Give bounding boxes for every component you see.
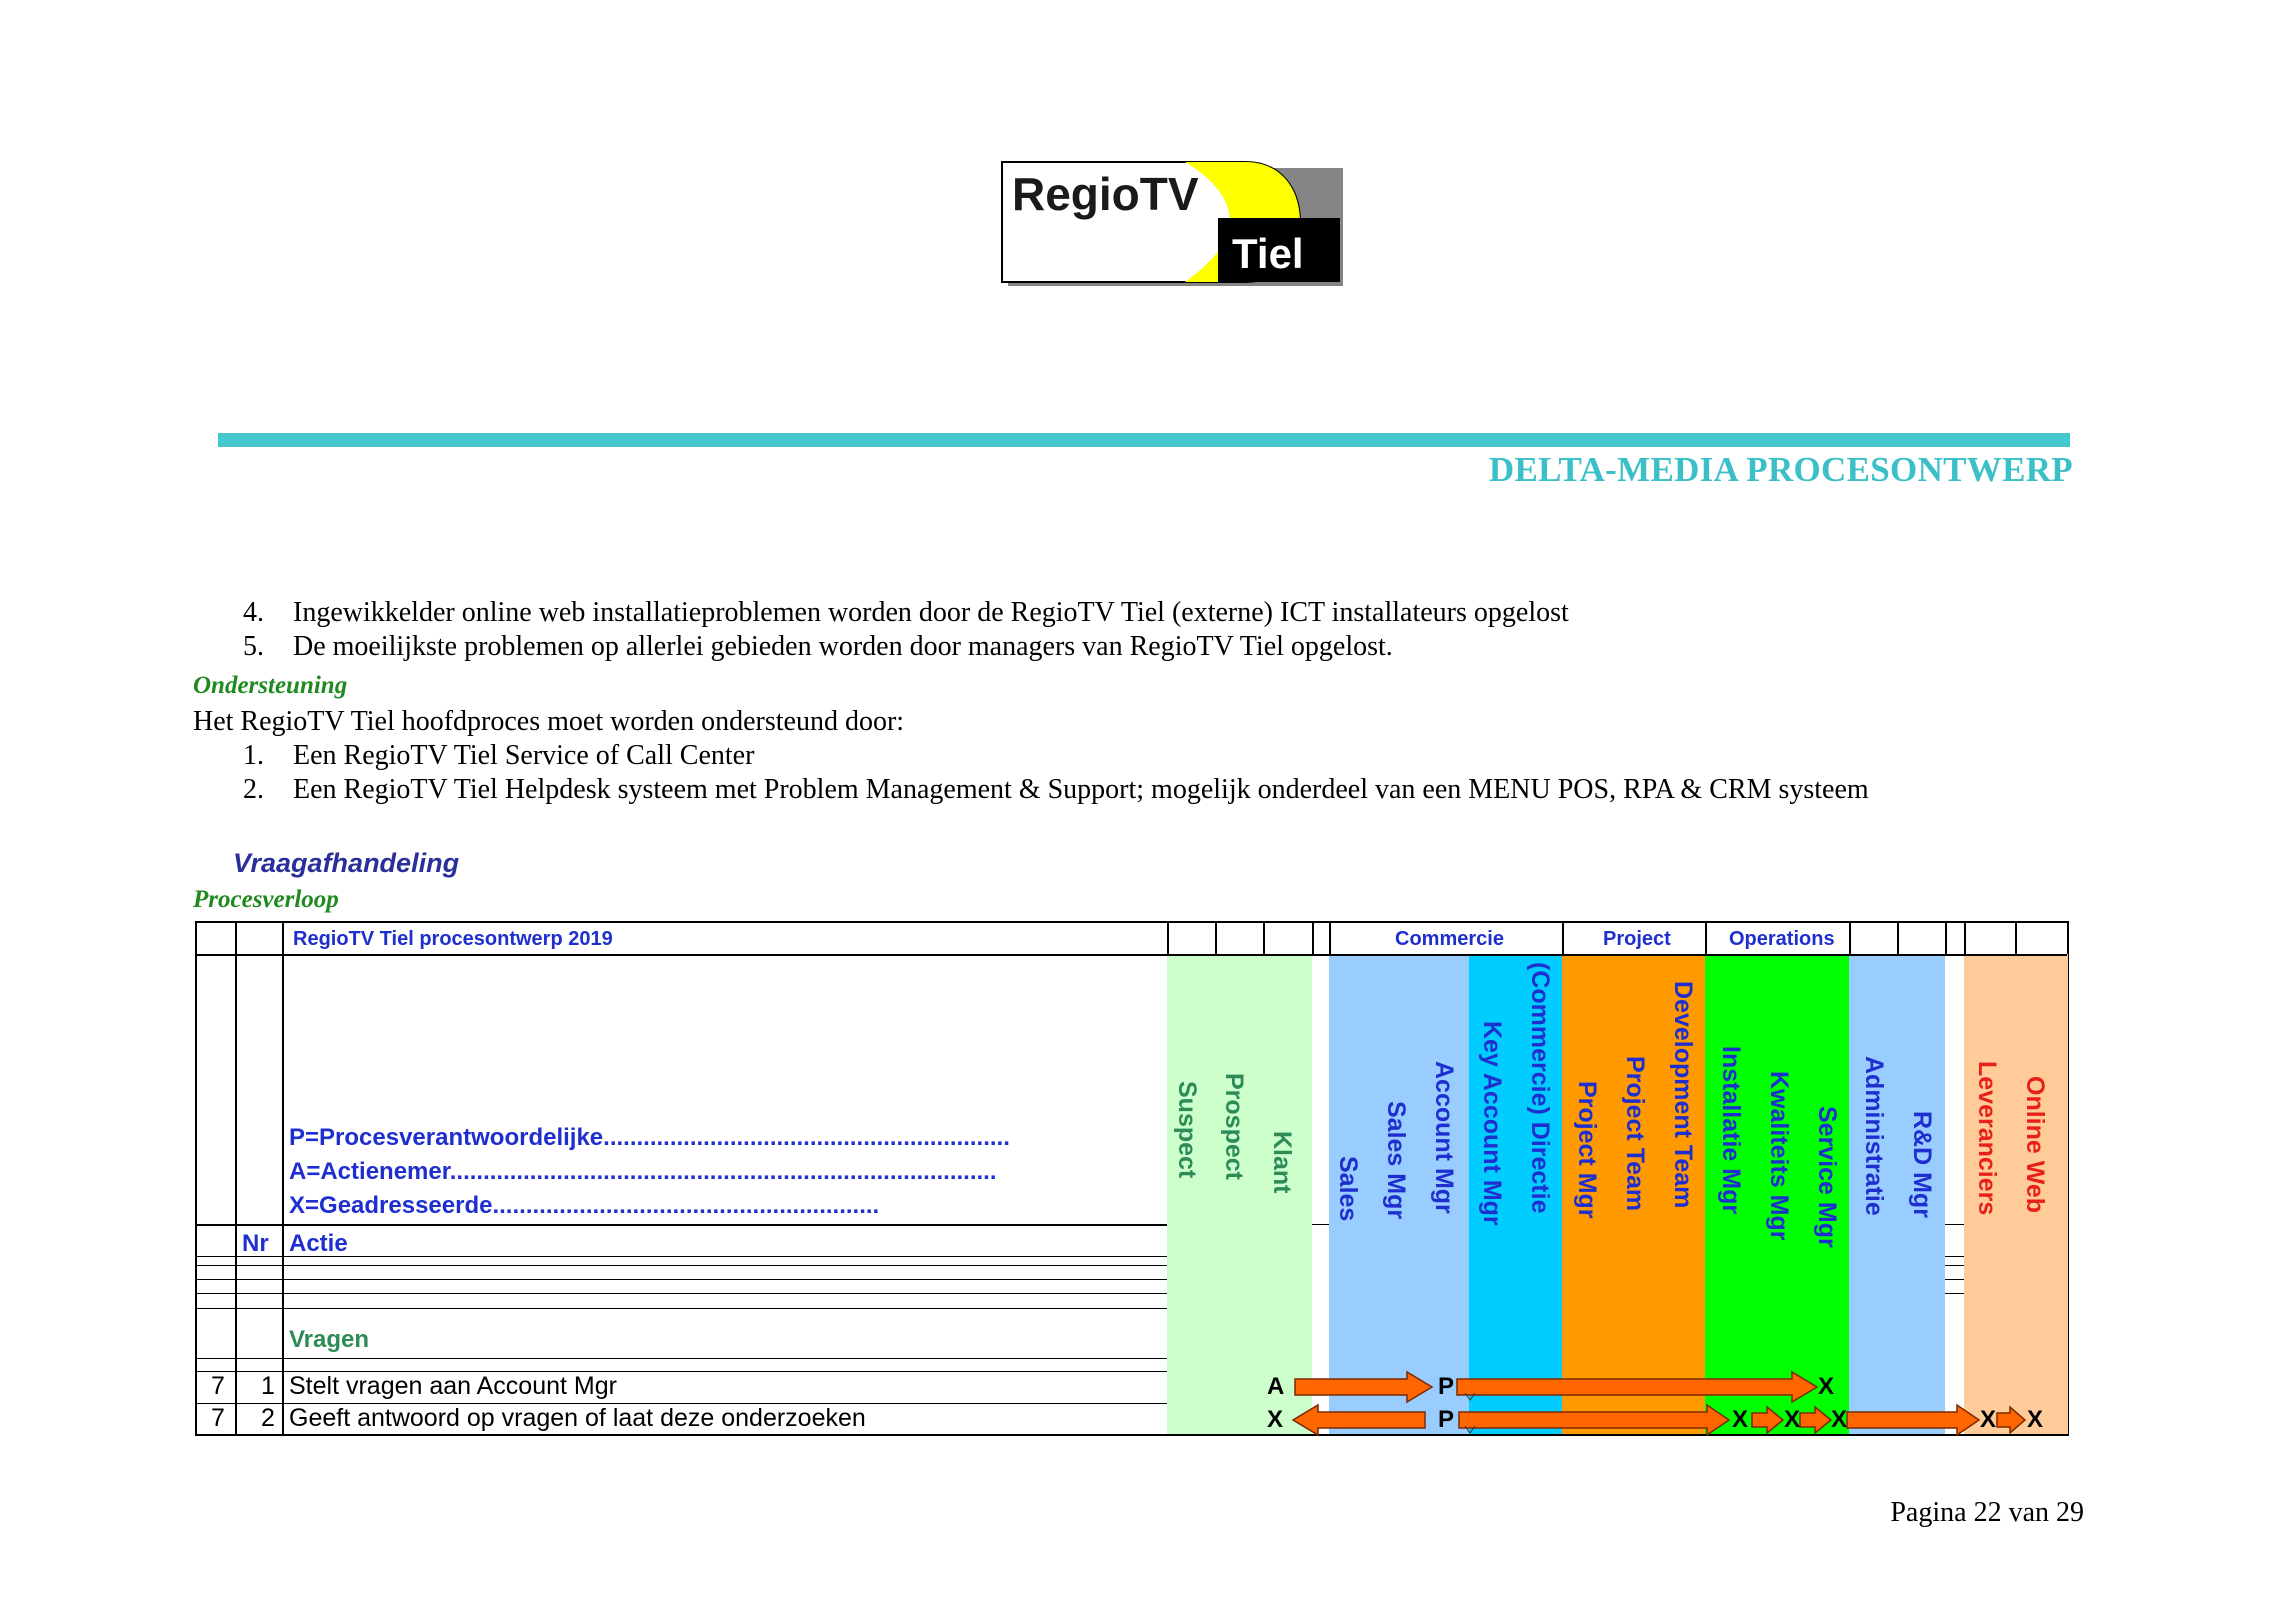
row2-actie: Geeft antwoord op vragen of laat deze onderzoeken bbox=[289, 1404, 866, 1432]
role-development-team: Development Team bbox=[1669, 981, 1697, 1209]
legend-a: A=Actienemer.................................................................................. bbox=[289, 1158, 997, 1185]
col-header-nr: Nr bbox=[242, 1230, 269, 1257]
list-item-text: Een RegioTV Tiel Service of Call Center bbox=[293, 740, 755, 771]
group-project: Project bbox=[1603, 928, 1671, 950]
heading-ondersteuning: Ondersteuning bbox=[193, 672, 348, 699]
role-leveranciers: Leveranciers bbox=[1973, 1061, 2001, 1216]
list-item-number: 5. bbox=[243, 631, 264, 662]
row1-actie: Stelt vragen aan Account Mgr bbox=[289, 1372, 617, 1400]
list-item-text: Ingewikkelder online web installatieproblemen worden door de RegioTV Tiel (externe) ICT installateurs opgelost bbox=[293, 597, 1569, 628]
mark-r2-kwaliteits-mgr: X bbox=[1784, 1406, 1801, 1433]
role-rd-mgr: R&D Mgr bbox=[1908, 1111, 1936, 1218]
heading-vraagafhandeling: Vraagafhandeling bbox=[233, 848, 460, 878]
mark-r2-klant: X bbox=[1267, 1406, 1284, 1433]
arrow-r1-b bbox=[1457, 1372, 1817, 1402]
arrow-r1-a bbox=[1295, 1372, 1432, 1402]
list-item-text: Een RegioTV Tiel Helpdesk systeem met Problem Management & Support; mogelijk onderdeel van een MENU POS, RPA & CRM systeem bbox=[293, 774, 1869, 805]
role-service-mgr: Service Mgr bbox=[1813, 1106, 1841, 1248]
row2-col1: 7 bbox=[211, 1404, 225, 1432]
role-installatie-mgr: Installatie Mgr bbox=[1717, 1046, 1745, 1215]
list-item-number: 4. bbox=[243, 597, 264, 628]
page-number: Pagina 22 van 29 bbox=[1890, 1497, 2084, 1528]
role-project-mgr: Project Mgr bbox=[1573, 1081, 1601, 1219]
mark-r1-klant: A bbox=[1267, 1373, 1285, 1400]
role-suspect: Suspect bbox=[1173, 1081, 1201, 1179]
document-title: DELTA-MEDIA PROCESONTWERP bbox=[1488, 450, 2073, 489]
role-sales-mgr: Sales Mgr bbox=[1382, 1101, 1410, 1220]
mark-r2-installatie-mgr: X bbox=[1732, 1406, 1749, 1433]
role-klant: Klant bbox=[1268, 1131, 1296, 1194]
legend-x: X=Geadresseerde.......................................................... bbox=[289, 1192, 880, 1219]
ondersteuning-intro: Het RegioTV Tiel hoofdproces moet worden ondersteund door: bbox=[193, 706, 905, 737]
flow-arrows bbox=[197, 923, 2071, 1438]
role-administratie: Administratie bbox=[1860, 1056, 1888, 1216]
mark-r2-account-mgr: P bbox=[1438, 1406, 1455, 1433]
role-account-mgr: Account Mgr bbox=[1430, 1061, 1458, 1214]
role-commercie-directie: (Commercie) Directie bbox=[1526, 962, 1554, 1214]
group-operations: Operations bbox=[1729, 928, 1835, 950]
table-title: RegioTV Tiel procesontwerp 2019 bbox=[293, 928, 613, 950]
heading-procesverloop: Procesverloop bbox=[193, 886, 339, 913]
role-kwaliteits-mgr: Kwaliteits Mgr bbox=[1765, 1071, 1793, 1241]
role-sales: Sales bbox=[1334, 1156, 1362, 1222]
mark-r1-account-mgr: P bbox=[1438, 1373, 1455, 1400]
mark-r2-online-web: X bbox=[2027, 1406, 2044, 1433]
role-online-web: Online Web bbox=[2021, 1076, 2049, 1214]
mark-r2-leveranciers: X bbox=[1980, 1406, 1997, 1433]
list-item-text: De moeilijkste problemen op allerlei gebieden worden door managers van RegioTV Tiel opgelost. bbox=[293, 631, 1393, 662]
arrow-r2-f bbox=[1997, 1407, 2025, 1433]
row1-col1: 7 bbox=[211, 1372, 225, 1400]
role-project-team: Project Team bbox=[1621, 1056, 1649, 1212]
mark-r1-service-mgr: X bbox=[1818, 1373, 1835, 1400]
logo-text-tiel: Tiel bbox=[1232, 230, 1304, 277]
arrow-r2-a bbox=[1293, 1405, 1425, 1435]
logo-text-regiotv: RegioTV bbox=[1012, 168, 1199, 220]
list-item-number: 2. bbox=[243, 774, 264, 805]
header-rule bbox=[218, 433, 2070, 447]
role-key-account-mgr: Key Account Mgr bbox=[1478, 1021, 1506, 1226]
list-item-number: 1. bbox=[243, 740, 264, 771]
mark-r2-service-mgr: X bbox=[1831, 1406, 1848, 1433]
row1-nr: 1 bbox=[261, 1372, 275, 1400]
process-table bbox=[195, 921, 2069, 1436]
regiotv-tiel-logo bbox=[1000, 160, 1350, 290]
section-vragen: Vragen bbox=[289, 1326, 370, 1353]
role-prospect: Prospect bbox=[1220, 1073, 1248, 1180]
row2-nr: 2 bbox=[261, 1404, 275, 1432]
legend-p: P=Procesverantwoordelijke............................................................. bbox=[289, 1124, 1010, 1151]
arrow-r2-d bbox=[1800, 1407, 1831, 1433]
arrow-r2-e bbox=[1847, 1405, 1979, 1435]
col-header-actie: Actie bbox=[289, 1230, 348, 1257]
arrow-r2-c bbox=[1752, 1407, 1783, 1433]
arrow-r2-b bbox=[1459, 1405, 1729, 1435]
group-commercie: Commercie bbox=[1395, 928, 1504, 950]
